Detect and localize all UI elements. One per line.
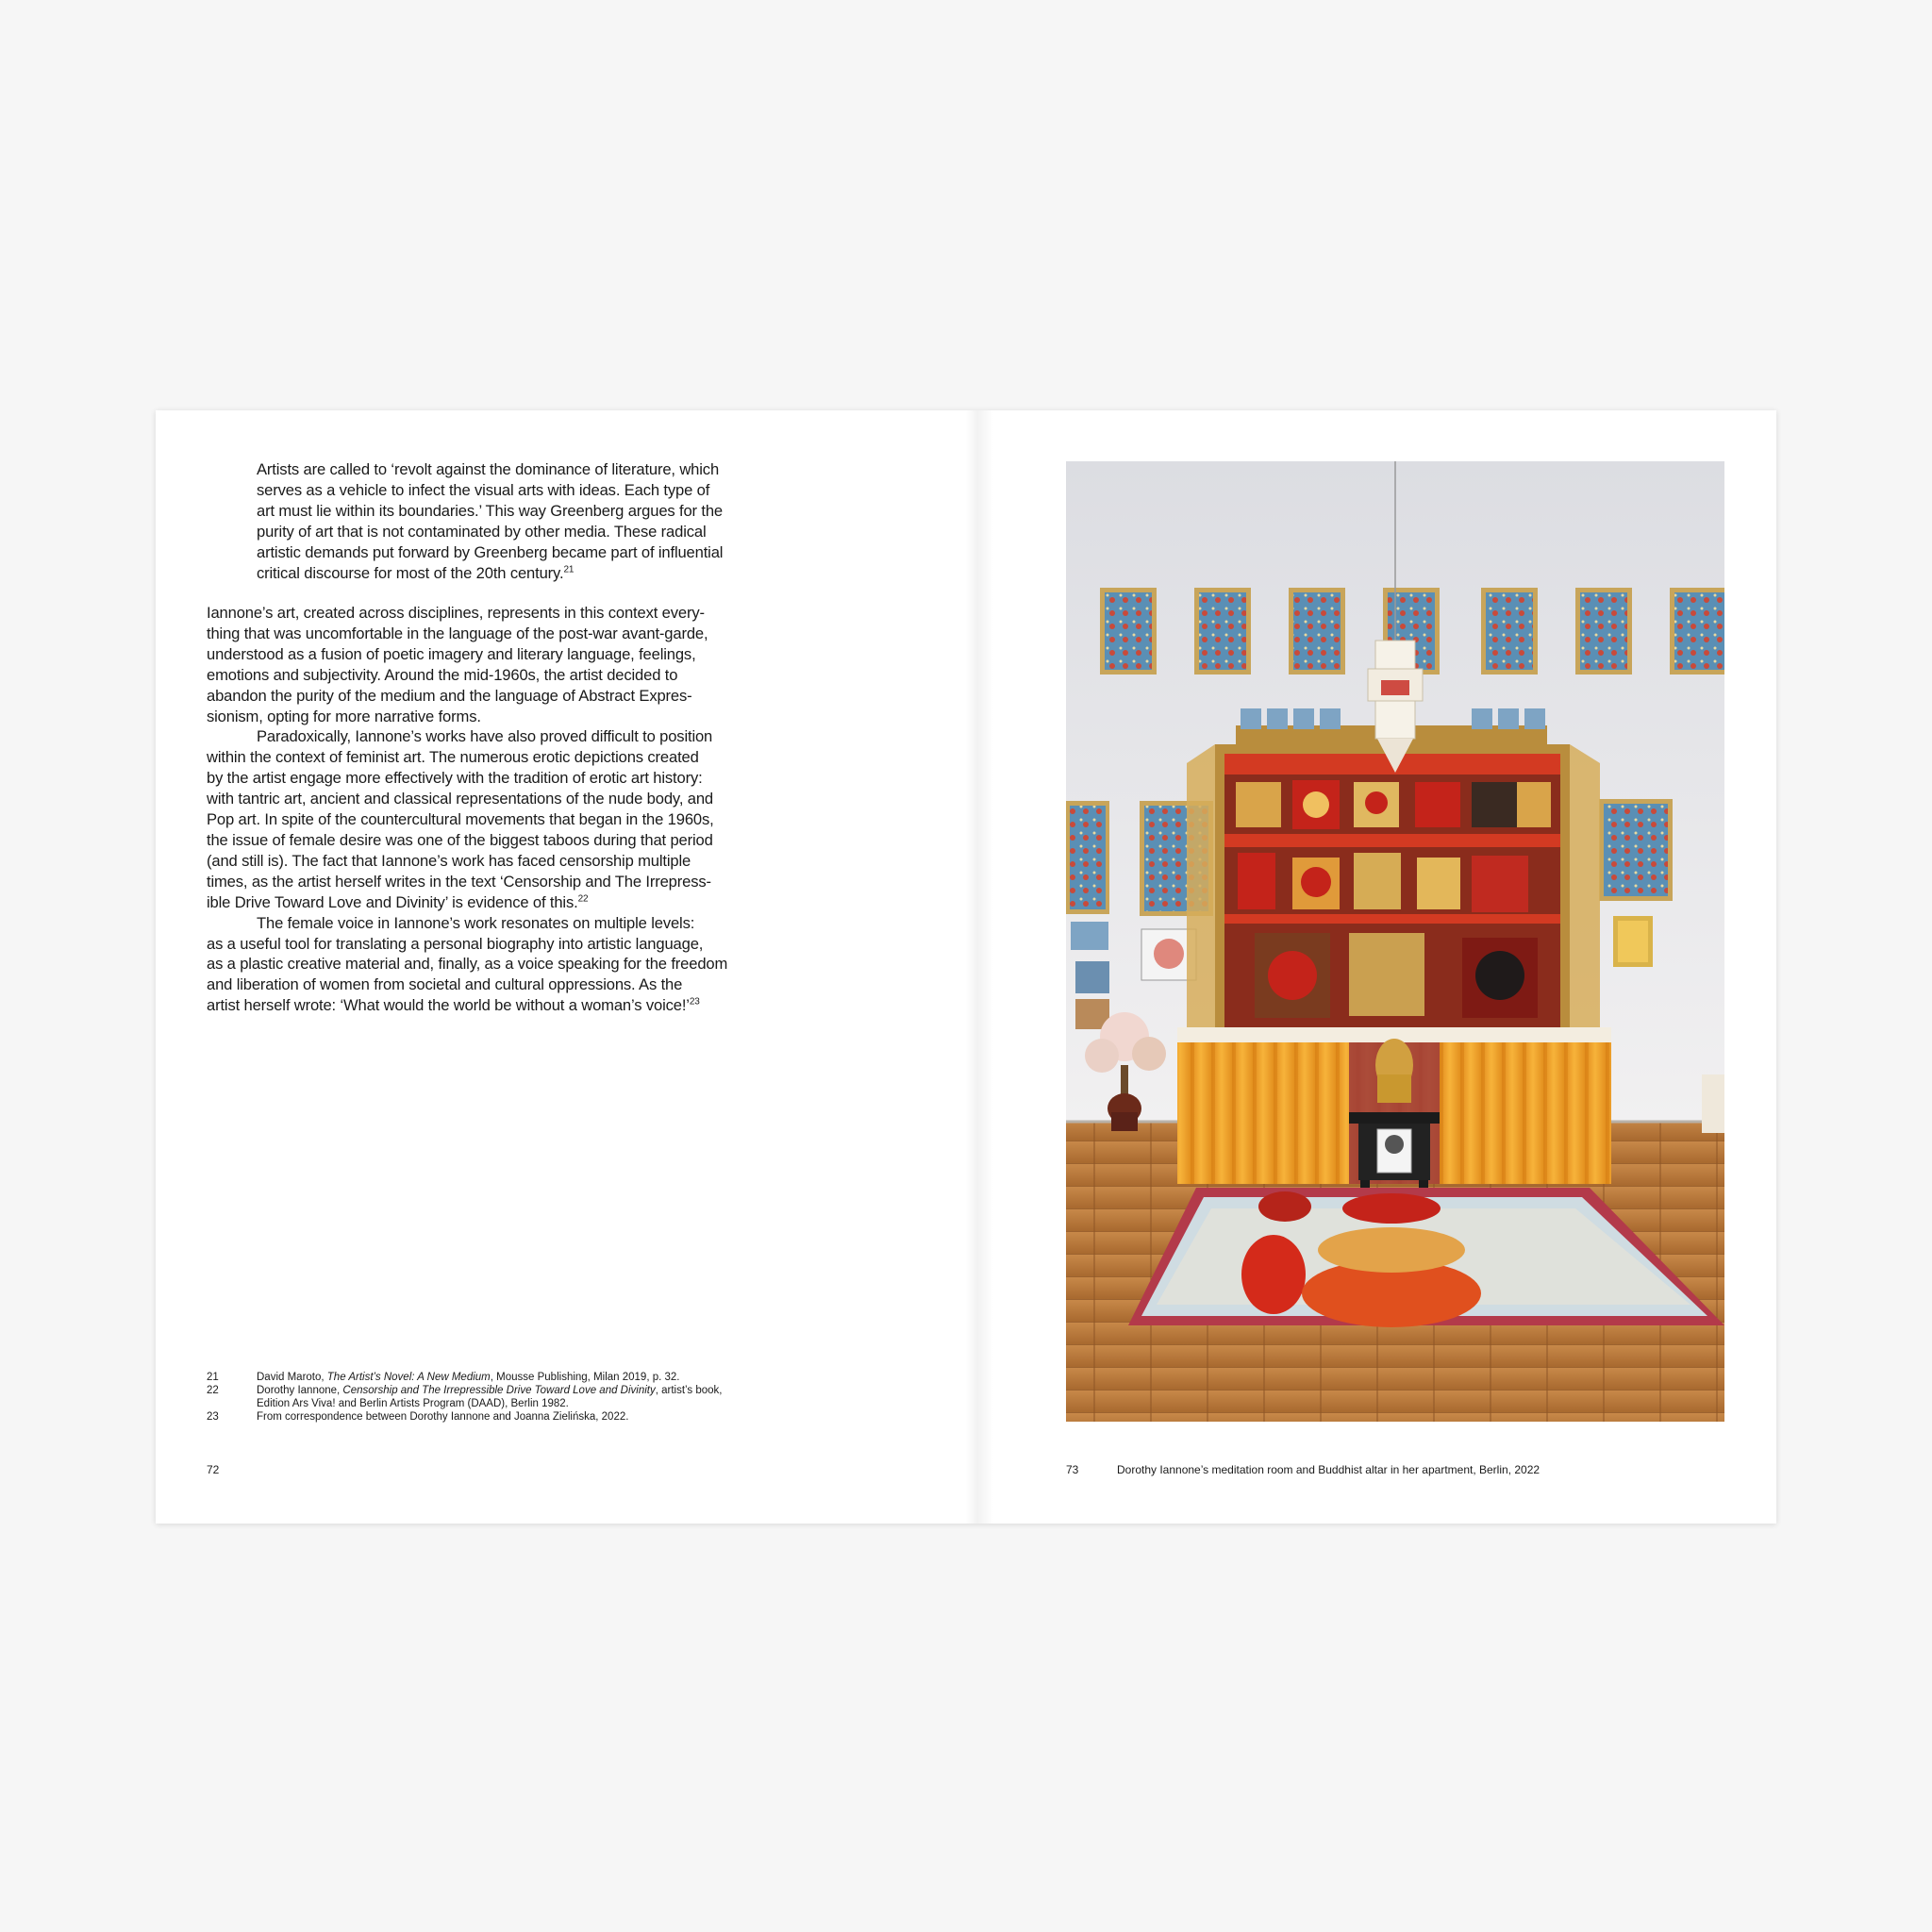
footnote-ref-22[interactable]: 22 <box>577 893 589 905</box>
body-line: as a plastic creative material and, finally, as a voice speaking for the freedom <box>207 955 728 974</box>
quote-line: purity of art that is not contaminated by other media. These radical <box>257 522 707 541</box>
body-line <box>207 995 773 1016</box>
page-number-right: 73 <box>1066 1463 1079 1476</box>
quote-line <box>257 563 766 584</box>
right-page <box>966 410 1776 1524</box>
quote-line: art must lie within its boundaries.’ This way Greenberg argues for the <box>257 501 724 520</box>
body-line: understood as a fusion of poetic imagery and literary language, feelings, <box>207 644 696 663</box>
side-stool <box>1702 1074 1724 1133</box>
body-line: within the context of feminist art. The numerous erotic depictions created <box>207 748 699 767</box>
meditation-room-illustration <box>1066 461 1724 1422</box>
body-line: sionism, opting for more narrative forms. <box>207 707 481 725</box>
left-page <box>156 410 966 1524</box>
footnote-title: Censorship and The Irrepressible Drive Toward Love and Divinity <box>342 1385 656 1396</box>
quote-line: Artists are called to ‘revolt against the dominance of literature, which <box>257 460 720 478</box>
footnote-publisher: , Mousse Publishing, Milan 2019, p. 32. <box>490 1372 680 1383</box>
footnote-text <box>257 1384 773 1397</box>
book-spread <box>156 410 1776 1524</box>
footnote-text: From correspondence between Dorothy Iannone and Joanna Zielińska, 2022. <box>257 1411 629 1423</box>
body-line: Paradoxically, Iannone’s works have also proved difficult to position <box>257 727 713 746</box>
footnote-23 <box>207 1410 773 1424</box>
body-line: The female voice in Iannone’s work resonates on multiple levels: <box>257 913 695 932</box>
footnote-22 <box>207 1384 773 1410</box>
block-quote <box>257 459 766 583</box>
footnote-21 <box>207 1371 773 1384</box>
page-number-left: 72 <box>207 1463 220 1476</box>
footnote-title: The Artist’s Novel: A New Medium <box>326 1372 491 1383</box>
footnote-author: David Maroto, <box>257 1372 327 1383</box>
footnote-author: Dorothy Iannone, <box>257 1385 343 1396</box>
footnote-publisher: , artist’s book, <box>655 1385 723 1396</box>
footnotes <box>207 1371 773 1424</box>
body-line: as a useful tool for translating a personal biography into artistic language, <box>207 934 704 953</box>
altar-cabinet <box>1187 725 1600 1035</box>
body-line <box>207 892 773 913</box>
quote-line-text: critical discourse for most of the 20th century. <box>257 563 564 582</box>
footnote-ref-21[interactable]: 21 <box>563 564 575 575</box>
quote-line: serves as a vehicle to infect the visual arts with ideas. Each type of <box>257 480 710 499</box>
footnote-text-continued: Edition Ars Viva! and Berlin Artists Program (DAAD), Berlin 1982. <box>257 1398 569 1409</box>
body-line: with tantric art, ancient and classical representations of the nude body, and <box>207 790 713 808</box>
body-line-text: artist herself wrote: ‘What would the world be without a woman’s voice!’ <box>207 996 690 1015</box>
body-text <box>207 603 773 1016</box>
footnote-text <box>257 1371 773 1384</box>
body-line: and liberation of women from societal and cultural oppressions. As the <box>207 975 683 994</box>
body-line: (and still is). The fact that Iannone’s work has faced censorship multiple <box>207 851 691 870</box>
body-line: the issue of female desire was one of the biggest taboos during that period <box>207 830 713 849</box>
body-line: abandon the purity of the medium and the language of Abstract Expres- <box>207 686 692 705</box>
footnote-number: 21 <box>207 1372 219 1383</box>
altar-photograph <box>1066 461 1724 1422</box>
body-line: times, as the artist herself writes in the text ‘Censorship and The Irrepress- <box>207 872 711 891</box>
body-line: emotions and subjectivity. Around the mid-1960s, the artist decided to <box>207 665 678 684</box>
body-line-text: ible Drive Toward Love and Divinity’ is evidence of this. <box>207 892 578 911</box>
body-line: by the artist engage more effectively with the tradition of erotic art history: <box>207 769 703 788</box>
body-line: thing that was uncomfortable in the language of the post-war avant-garde, <box>207 624 708 642</box>
footnote-number: 22 <box>207 1385 219 1396</box>
footnote-ref-23[interactable]: 23 <box>689 996 700 1008</box>
body-line: Iannone’s art, created across disciplines, represents in this context every- <box>207 604 705 622</box>
quote-line: artistic demands put forward by Greenberg became part of influential <box>257 542 724 561</box>
footnote-number: 23 <box>207 1411 219 1423</box>
image-caption: Dorothy Iannone’s meditation room and Buddhist altar in her apartment, Berlin, 2022 <box>1117 1463 1541 1476</box>
body-line: Pop art. In spite of the countercultural movements that began in the 1960s, <box>207 810 714 829</box>
